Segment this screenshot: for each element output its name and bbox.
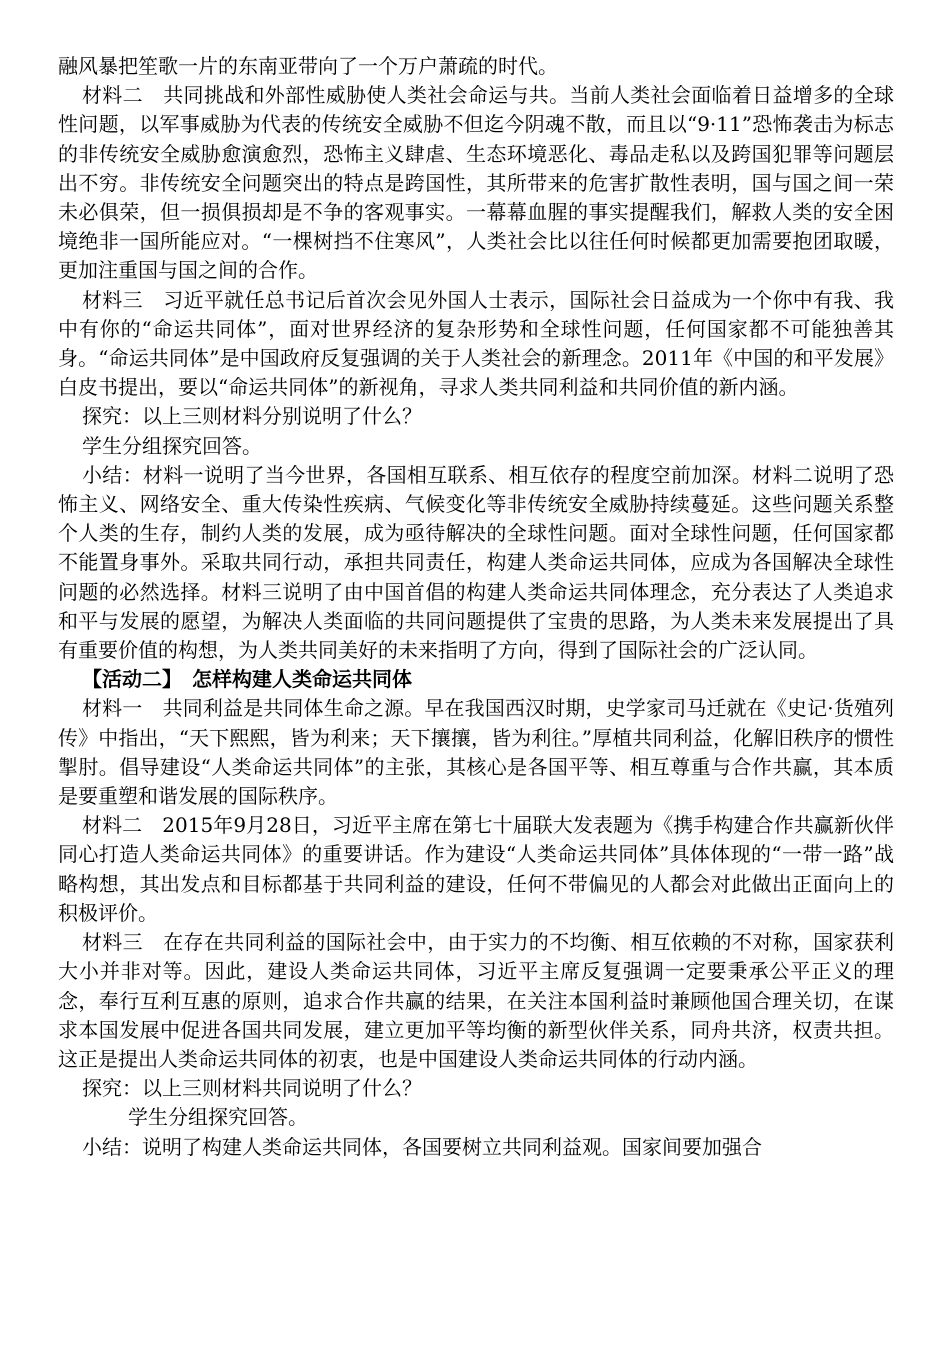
paragraph-activity2-material-2: 材料二 2015年9月28日，习近平主席在第七十届联大发表题为《携手构建合作共赢新伙伴 同心打造人类命运共同体》的重要讲话。作为建设“人类命运共同体”具体体现的“一带一路”战略构想，其出发点和目标都基于共同利益的建设，任何不带偏见的人都会对此做出正面向上的积极评价。 (58, 813, 914, 925)
paragraph-activity2-material-1: 材料一 共同利益是共同体生命之源。早在我国西汉时期，史学家司马迁就在《史记·货殖列传》中指出，“天下熙熙，皆为利来；天下攘攘，皆为利往。”厚植共同利益，化解旧秩序的惯性掣肘。倡导建设“人类命运共同体”的主张，其核心是各国平等、相互尊重与合作共赢，其本质是要重塑和谐发展的国际秩序。 (58, 696, 894, 809)
paragraph-continuation: 融风暴把笙歌一片的东南亚带向了一个万户萧疏的时代。 (58, 54, 558, 78)
paragraph-material-2: 材料二 共同挑战和外部性威胁使人类社会命运与共。当前人类社会面临着日益增多的全球性问题，以军事威胁为代表的传统安全威胁不但迄今阴魂不散，而且以“9·11”恐怖袭击为标志的非传统安全威胁愈演愈烈，恐怖主义肆虐、生态环境恶化、毒品走私以及跨国犯罪等问题层出不穷。非传统安全问题突出的特点是跨国性，其所带来的危害扩散性表明，国与国之间一荣未必俱荣，但一损俱损却是不争的客观事实。一幕幕血腥的事实提醒我们，解救人类的安全困境绝非一国所能应对。“一棵树挡不住寒风”，人类社会比以往任何时候都更加需要抱团取暖，更加注重国与国之间的合作。 (58, 83, 894, 283)
paragraph-inquiry-question: 探究：以上三则材料分别说明了什么？ (82, 404, 422, 429)
paragraph-student-answer: 学生分组探究回答。 (82, 433, 262, 458)
paragraph-activity2-inquiry: 探究：以上三则材料共同说明了什么？ (82, 1076, 422, 1101)
paragraph-activity2-material-3: 材料三 在存在共同利益的国际社会中，由于实力的不均衡、相互依赖的不对称，国家获利大小并非对等。因此，建设人类命运共同体，习近平主席反复强调一定要秉承公平正义的理念，奉行互利互惠的原则，追求合作共赢的结果，在关注本国利益时兼顾他国合理关切，在谋求本国发展中促进各国共同发展，建立更加平等均衡的新型伙伴关系，同舟共济，权责共担。这正是提出人类命运共同体的初衷，也是中国建设人类命运共同体的行动内涵。 (58, 930, 894, 1071)
document-page (58, 52, 914, 1162)
paragraph-activity2-summary: 小结：说明了构建人类命运共同体，各国要树立共同利益观。国家间要加强合 (82, 1134, 762, 1159)
paragraph-summary: 小结：材料一说明了当今世界，各国相互联系、相互依存的程度空前加深。材料二说明了恐怖主义、网络安全、重大传染性疾病、气候变化等非传统安全威胁持续蔓延。这些问题关系整个人类的生存，制约人类的发展，成为亟待解决的全球性问题。面对全球性问题，任何国家都不能置身事外。采取共同行动，承担共同责任，构建人类命运共同体，应成为各国解决全球性问题的必然选择。材料三说明了由中国首倡的构建人类命运共同体理念，充分表达了人类追求和平与发展的愿望，为解决人类面临的共同问题提供了宝贵的思路，为人类未来发展提出了具有重要价值的构想，为人类共同美好的未来指明了方向，得到了国际社会的广泛认同。 (58, 462, 894, 663)
paragraph-activity2-student-answer: 学生分组探究回答。 (128, 1105, 308, 1130)
activity-2-heading: 【活动二】 怎样构建人类命运共同体 (82, 667, 412, 692)
paragraph-material-3: 材料三 习近平就任总书记后首次会见外国人士表示，国际社会日益成为一个你中有我、我中有你的“命运共同体”，面对世界经济的复杂形势和全球性问题，任何国家都不可能独善其身。“命运共同体”是中国政府反复强调的关于人类社会的新理念。2011年《中国的和平发展》白皮书提出，要以“命运共同体”的新视角，寻求人类共同利益和共同价值的新内涵。 (58, 287, 894, 400)
